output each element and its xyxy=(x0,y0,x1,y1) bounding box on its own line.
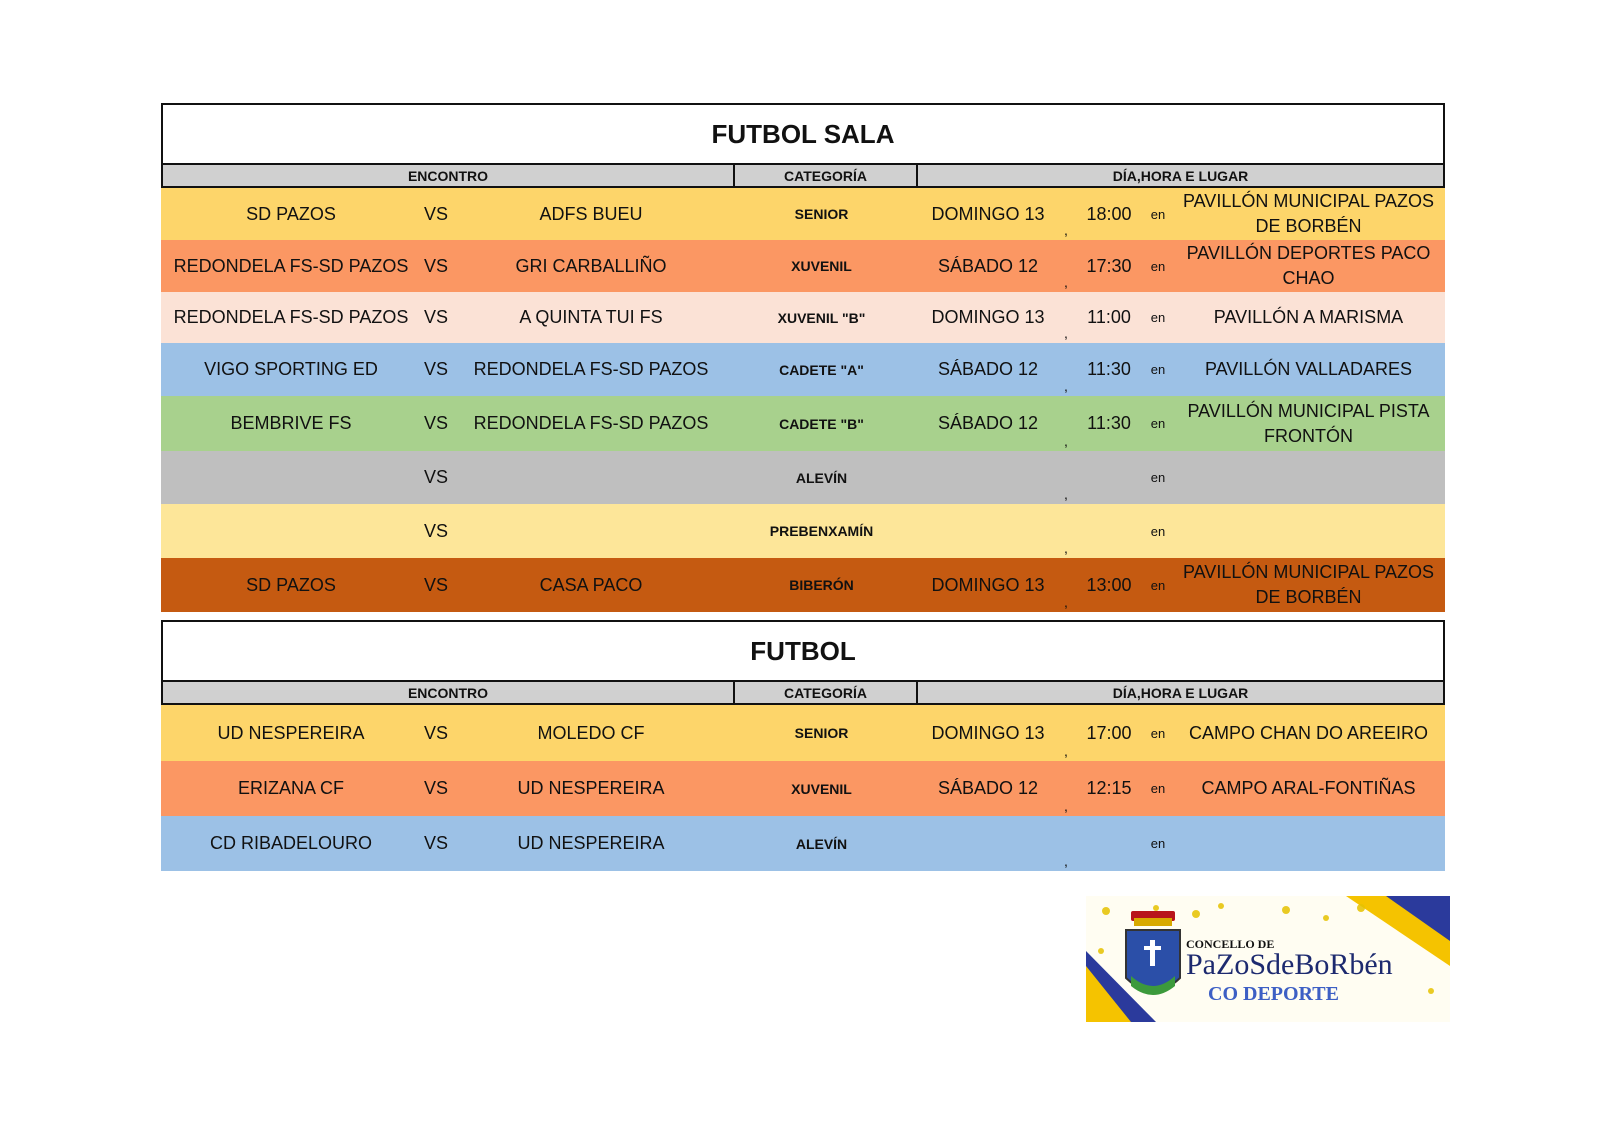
table-row xyxy=(161,761,1445,816)
separator-mark-cell xyxy=(1064,240,1074,292)
table-header xyxy=(161,682,1445,705)
table-row xyxy=(161,451,1445,504)
home-team: BEMBRIVE FS xyxy=(230,413,352,433)
table-row xyxy=(161,343,1445,396)
away-team: GRI CARBALLIÑO xyxy=(515,255,667,276)
separator-mark-cell xyxy=(1064,343,1074,396)
home-team: SD PAZOS xyxy=(246,203,336,224)
en-label: en xyxy=(1150,206,1166,222)
separator-mark: , xyxy=(1064,540,1068,556)
away-team xyxy=(451,504,731,558)
venue: CAMPO CHAN DO AREEIRO xyxy=(1188,722,1429,743)
en-label: en xyxy=(1150,310,1166,325)
vs-label: VS xyxy=(423,467,448,487)
separator-mark: , xyxy=(1064,325,1068,341)
separator-mark-cell xyxy=(1064,292,1074,343)
match-time: 18:00 xyxy=(1086,203,1132,224)
venue: CAMPO ARAL-FONTIÑAS xyxy=(1201,778,1416,798)
en-label: en xyxy=(1150,362,1166,377)
category: CADETE "B" xyxy=(779,415,864,432)
category: XUVENIL xyxy=(791,780,852,797)
en-label: en xyxy=(1150,836,1166,851)
match-time xyxy=(1074,504,1144,558)
match-day: DOMINGO 13 xyxy=(931,722,1045,743)
vs-label: VS xyxy=(423,722,448,743)
away-team: A QUINTA TUI FS xyxy=(519,307,663,327)
category: CADETE "A" xyxy=(779,361,864,378)
separator-mark: , xyxy=(1064,798,1068,814)
header-dia-hora-lugar: DÍA,HORA E LUGAR xyxy=(1112,167,1249,184)
category: ALEVÍN xyxy=(795,469,848,486)
separator-mark-cell xyxy=(1064,396,1074,451)
away-team: MOLEDO CF xyxy=(537,722,645,743)
en-label: en xyxy=(1150,781,1166,796)
match-time xyxy=(1074,451,1144,504)
match-time: 11:30 xyxy=(1087,413,1131,433)
home-team: CD RIBADELOURO xyxy=(209,833,373,853)
venue: PAVILLÓN MUNICIPAL PISTA FRONTÓN xyxy=(1187,400,1430,446)
separator-mark: , xyxy=(1064,853,1068,869)
vs-label: VS xyxy=(423,574,448,595)
vs-label: VS xyxy=(423,520,448,541)
home-team: VIGO SPORTING ED xyxy=(204,359,378,379)
header-dia-hora-lugar: DÍA,HORA E LUGAR xyxy=(1112,684,1249,701)
concello-logo xyxy=(1086,896,1450,1022)
away-team: UD NESPEREIRA xyxy=(517,778,665,798)
match-day: SÁBADO 12 xyxy=(937,778,1039,798)
section-title: FUTBOL SALA xyxy=(161,103,1445,165)
separator-mark: , xyxy=(1064,743,1068,759)
vs-label: VS xyxy=(423,413,448,433)
table-row xyxy=(161,504,1445,558)
match-day xyxy=(912,816,1064,871)
home-team xyxy=(161,451,421,504)
match-day: DOMINGO 13 xyxy=(931,574,1045,595)
en-label: en xyxy=(1150,416,1166,431)
separator-mark: , xyxy=(1064,274,1068,290)
match-day xyxy=(912,451,1064,504)
table-row xyxy=(161,240,1445,292)
home-team xyxy=(161,504,421,558)
logo-small-text: CONCELLO DE xyxy=(1186,937,1275,951)
venue xyxy=(1172,504,1445,558)
venue xyxy=(1172,451,1445,504)
en-label: en xyxy=(1150,577,1166,593)
futbol-section xyxy=(161,620,1445,871)
separator-mark-cell xyxy=(1064,705,1074,761)
separator-mark-cell xyxy=(1064,451,1074,504)
match-time: 11:30 xyxy=(1087,359,1131,379)
away-team: REDONDELA FS-SD PAZOS xyxy=(473,413,709,433)
category: XUVENIL xyxy=(791,258,852,274)
table-row xyxy=(161,558,1445,612)
category: SENIOR xyxy=(794,725,849,741)
vs-label: VS xyxy=(423,203,448,224)
match-day: SÁBADO 12 xyxy=(937,255,1039,276)
match-time xyxy=(1074,816,1144,871)
away-team: CASA PACO xyxy=(539,574,643,595)
table-header xyxy=(161,165,1445,188)
table-row xyxy=(161,396,1445,451)
venue: PAVILLÓN MUNICIPAL PAZOS DE BORBÉN xyxy=(1182,562,1435,607)
table-row xyxy=(161,188,1445,240)
away-team xyxy=(451,451,731,504)
category: SENIOR xyxy=(794,206,849,222)
match-time: 17:00 xyxy=(1086,722,1132,743)
category: ALEVÍN xyxy=(795,835,848,852)
venue: PAVILLÓN MUNICIPAL PAZOS DE BORBÉN xyxy=(1182,191,1435,236)
header-categoria: CATEGORÍA xyxy=(735,165,918,186)
vs-label: VS xyxy=(423,833,448,853)
separator-mark: , xyxy=(1064,594,1068,610)
separator-mark-cell xyxy=(1064,504,1074,558)
vs-label: VS xyxy=(423,778,448,798)
home-team: REDONDELA FS-SD PAZOS xyxy=(173,307,409,327)
table-row xyxy=(161,816,1445,871)
table-row xyxy=(161,705,1445,761)
separator-mark: , xyxy=(1064,378,1068,394)
venue: PAVILLÓN VALLADARES xyxy=(1204,359,1413,379)
futbol-sala-rows xyxy=(161,188,1445,612)
away-team: ADFS BUEU xyxy=(539,203,643,224)
match-time: 13:00 xyxy=(1086,574,1132,595)
match-day xyxy=(912,504,1064,558)
venue: PAVILLÓN A MARISMA xyxy=(1213,307,1404,327)
header-categoria: CATEGORÍA xyxy=(735,682,918,703)
venue: PAVILLÓN DEPORTES PACO CHAO xyxy=(1186,243,1431,288)
logo-graphic xyxy=(1086,896,1450,1022)
match-time: 11:00 xyxy=(1087,307,1131,327)
match-day: DOMINGO 13 xyxy=(931,203,1045,224)
en-label: en xyxy=(1150,725,1166,741)
venue xyxy=(1172,816,1445,871)
home-team: REDONDELA FS-SD PAZOS xyxy=(173,255,409,276)
match-day: SÁBADO 12 xyxy=(937,413,1039,433)
logo-sub-text: CO DEPORTE xyxy=(1208,983,1339,1005)
match-day: DOMINGO 13 xyxy=(931,307,1045,327)
home-team: SD PAZOS xyxy=(246,574,336,595)
away-team: UD NESPEREIRA xyxy=(517,833,665,853)
vs-label: VS xyxy=(423,359,448,379)
section-title: FUTBOL xyxy=(161,620,1445,682)
separator-mark-cell xyxy=(1064,188,1074,240)
separator-mark-cell xyxy=(1064,816,1074,871)
logo-main-text: PaZoSdeBoRbén xyxy=(1186,948,1393,981)
header-encontro: ENCONTRO xyxy=(163,682,735,703)
en-label: en xyxy=(1150,523,1166,539)
match-day: SÁBADO 12 xyxy=(937,359,1039,379)
header-encontro: ENCONTRO xyxy=(163,165,735,186)
en-label: en xyxy=(1150,258,1166,274)
match-time: 12:15 xyxy=(1086,778,1132,798)
category: PREBENXAMÍN xyxy=(769,523,874,539)
vs-label: VS xyxy=(423,255,448,276)
separator-mark: , xyxy=(1064,486,1068,502)
separator-mark: , xyxy=(1064,433,1068,449)
match-time: 17:30 xyxy=(1086,255,1132,276)
table-row xyxy=(161,292,1445,343)
home-team: ERIZANA CF xyxy=(237,778,344,798)
category: XUVENIL "B" xyxy=(777,309,866,326)
vs-label: VS xyxy=(423,307,448,327)
separator-mark-cell xyxy=(1064,558,1074,612)
category: BIBERÓN xyxy=(789,577,854,593)
separator-mark: , xyxy=(1064,222,1068,238)
separator-mark-cell xyxy=(1064,761,1074,816)
en-label: en xyxy=(1150,470,1166,485)
home-team: UD NESPEREIRA xyxy=(217,722,365,743)
away-team: REDONDELA FS-SD PAZOS xyxy=(473,359,709,379)
futbol-rows xyxy=(161,705,1445,871)
futbol-sala-section xyxy=(161,103,1445,612)
